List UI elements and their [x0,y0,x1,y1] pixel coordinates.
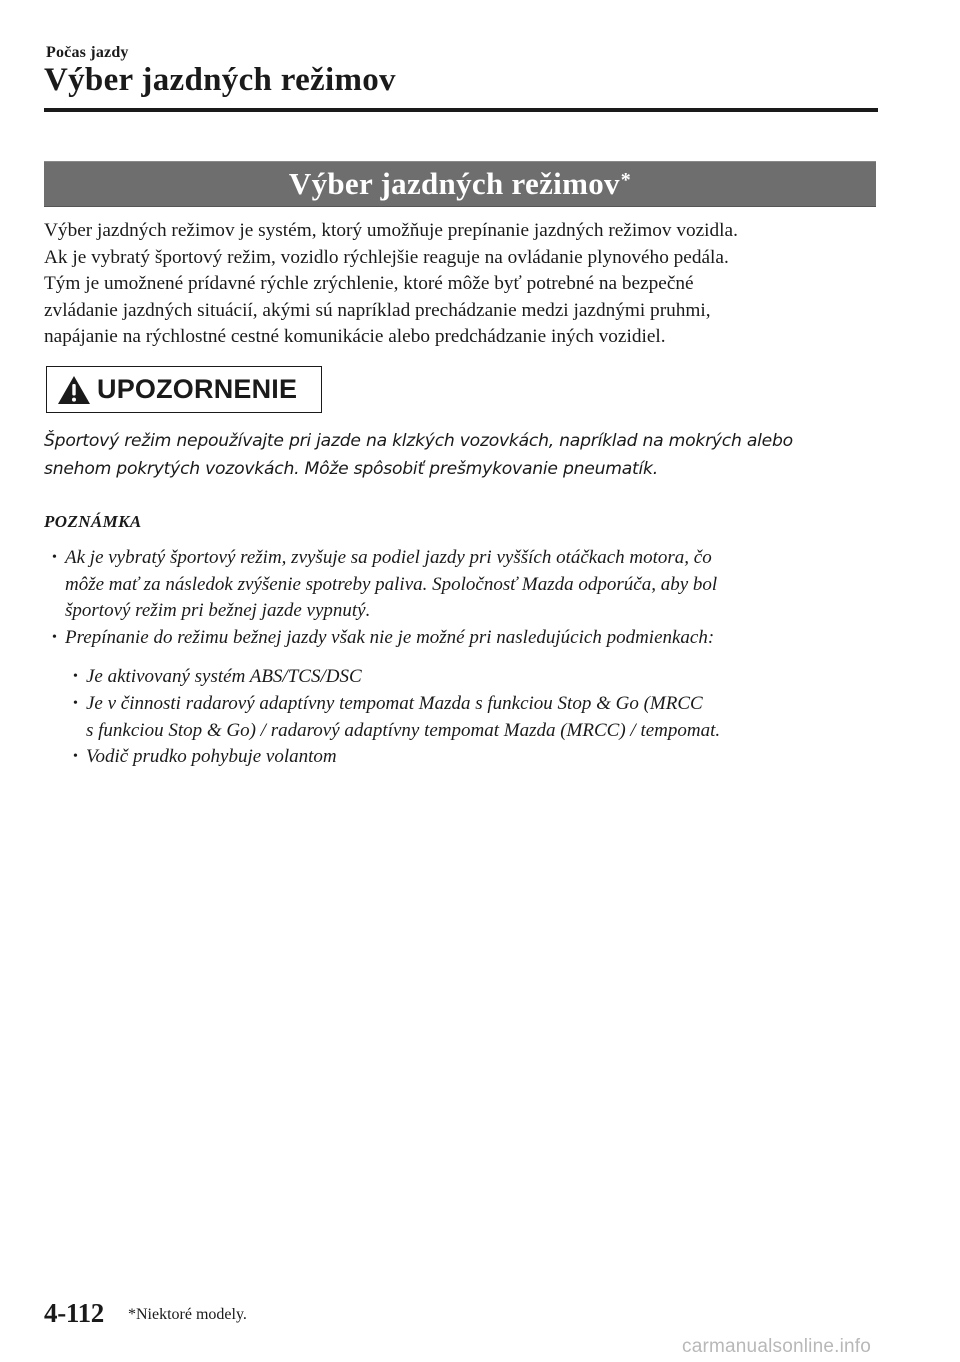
note-item [44,545,894,625]
caution-label: UPOZORNENIE [97,374,298,404]
caution-line: Športový režim nepoužívajte pri jazde na klzkých vozovkách, napríklad na mokrých alebo [44,431,793,451]
model-asterisk: * [620,168,632,191]
intro-line: Tým je umožnené prídavné rýchle zrýchlenie, ktoré môže byť potrebné na bezpečné [44,273,694,295]
bullet-icon: • [73,669,78,685]
note-heading: POZNÁMKA [44,512,142,531]
intro-line: Výber jazdných režimov je systém, ktorý umožňuje prepínanie jazdných režimov vozidla. [44,220,738,241]
section-title-bar [44,161,876,207]
intro-line: zvládanie jazdných situácií, akými sú napríklad prechádzanie medzi jazdnými pruhmi, [44,299,711,321]
section-label: Počas jazdy [46,44,129,61]
bullet-icon: • [73,695,78,711]
note-sub-item-line: Je v činnosti radarový adaptívny tempomat Mazda s funkciou Stop & Go (MRCC [86,692,703,714]
note-sub-list [44,664,894,770]
bullet-icon: • [73,749,78,765]
intro-line: Ak je vybratý športový režim, vozidlo rýchlejšie reaguje na ovládanie plynového pedála. [44,246,729,268]
note-item [44,625,894,652]
note-list [44,545,894,771]
note-item-line: môže mať za následok zvýšenie spotreby paliva. Spoločnosť Mazda odporúča, aby bol [65,573,718,595]
note-sub-item [65,744,894,771]
note-item-line: Prepínanie do režimu bežnej jazdy však nie je možné pri nasledujúcich podmienkach: [65,626,715,648]
note-sub-item-line: Je aktivovaný systém ABS/TCS/DSC [86,666,362,688]
page-number: 4-112 [44,1298,105,1328]
warning-triangle-icon [57,375,91,405]
bullet-icon: • [52,550,57,565]
section-title: Výber jazdných režimov [288,166,620,201]
bullet-icon: • [52,629,57,645]
caution-box [46,366,322,413]
note-sub-item [65,691,894,744]
note-sub-item [65,664,894,691]
note-item-line: Ak je vybratý športový režim, zvyšuje sa podiel jazdy pri vyšších otáčkach motora, čo [65,547,712,568]
note-sub-item-line: Vodič prudko pohybuje volantom [86,746,337,768]
heading-rule [44,108,878,112]
intro-line: napájanie na rýchlostné cestné komunikácie alebo predchádzanie iných vozidiel. [44,326,666,348]
watermark: carmanualsonline.info [682,1336,872,1357]
note-sub-item-line: s funkciou Stop & Go) / radarový adaptívny tempomat Mazda (MRCC) / tempomat. [86,719,721,741]
footnote: *Niektoré modely. [128,1306,247,1323]
caution-line: snehom pokrytých vozovkách. Môže spôsobiť prešmykovanie pneumatík. [44,458,658,479]
page-heading: Výber jazdných režimov [44,62,396,98]
intro-paragraph [44,218,884,351]
note-item-line: športový režim pri bežnej jazde vypnutý. [65,600,371,622]
caution-text [44,428,894,483]
